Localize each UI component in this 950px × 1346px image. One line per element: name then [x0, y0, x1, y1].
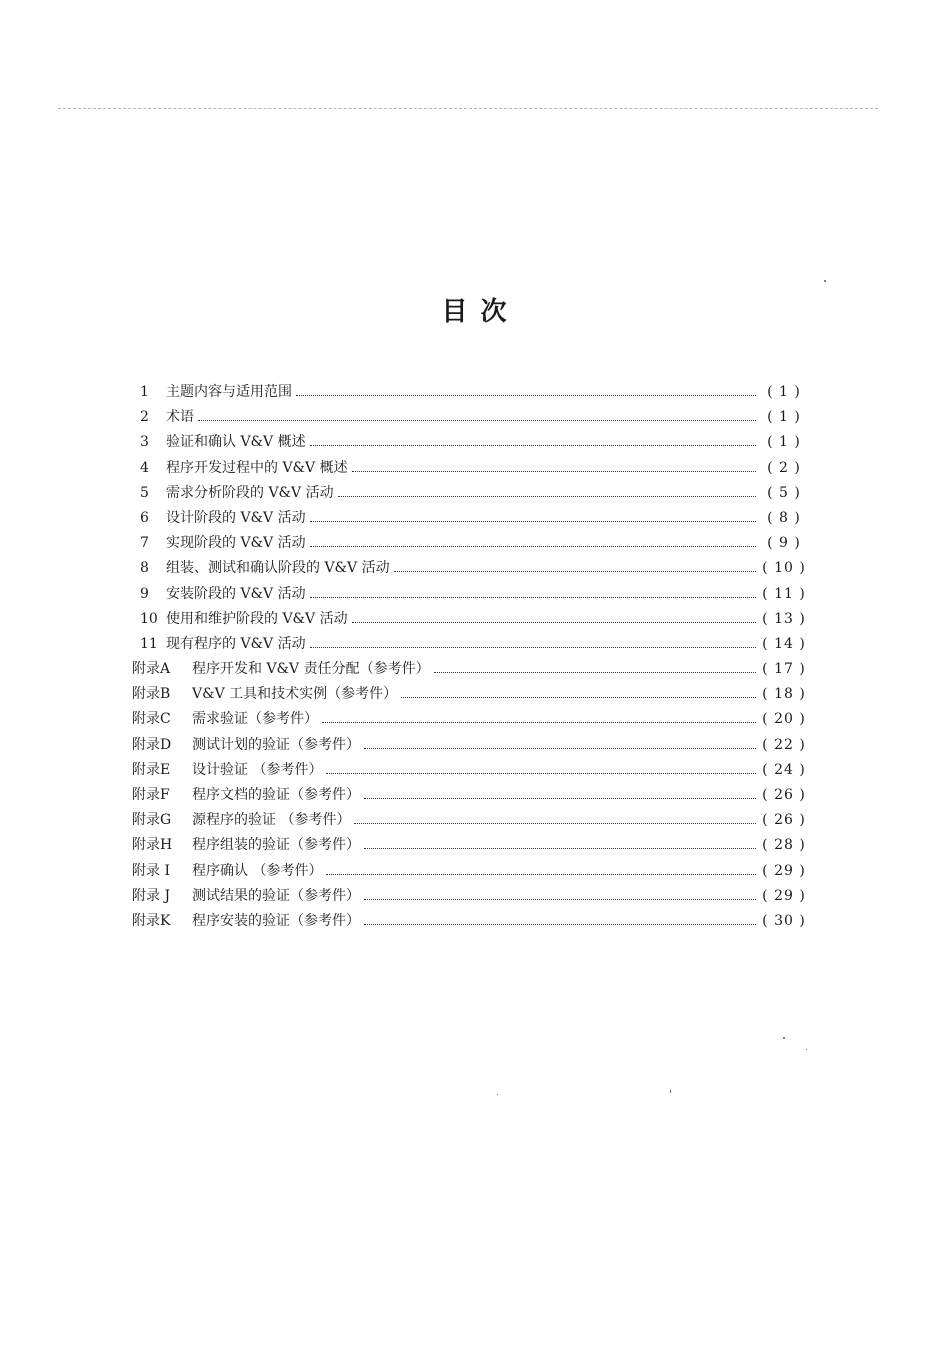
toc-dot-leader [352, 622, 756, 623]
toc-entry-page: ( 8 ) [767, 509, 801, 526]
toc-entry-number: 附录B [132, 686, 171, 703]
toc-entry-page: ( 26 ) [762, 812, 806, 829]
toc-entry-title: 主题内容与适用范围 [166, 384, 292, 400]
toc-entry [132, 405, 808, 430]
toc-entry-number: 附录 J [132, 887, 171, 904]
toc-entry [132, 556, 808, 581]
toc-entry-number: 附录A [132, 661, 171, 678]
table-of-contents [132, 380, 808, 934]
toc-entry-page: ( 11 ) [762, 585, 806, 602]
toc-entry-number: 附录F [132, 787, 170, 803]
scan-speck [806, 1049, 807, 1050]
toc-dot-leader [296, 395, 756, 396]
toc-entry-number: 2 [140, 409, 149, 426]
toc-entry-page: ( 9 ) [767, 535, 801, 552]
toc-entry [132, 481, 808, 506]
toc-entry-title: 程序开发和 V&V 责任分配（参考件） [192, 661, 430, 678]
toc-entry-number: 4 [140, 459, 149, 476]
toc-entry-title: 使用和维护阶段的 V&V 活动 [166, 610, 348, 627]
toc-entry [132, 456, 808, 481]
toc-entry-title: 程序确认 （参考件） [192, 862, 323, 879]
toc-entry [132, 909, 808, 934]
toc-entry-title: 验证和确认 V&V 概述 [166, 434, 306, 451]
toc-entry-title: 设计验证 （参考件） [192, 761, 323, 778]
toc-entry [132, 733, 808, 758]
toc-entry-title: 测试结果的验证（参考件） [192, 887, 360, 904]
toc-dot-leader [434, 672, 756, 673]
toc-entry-title: 实现阶段的 V&V 活动 [166, 535, 306, 552]
toc-entry-title: 源程序的验证 （参考件） [192, 812, 351, 829]
toc-entry-page: ( 22 ) [762, 736, 806, 753]
toc-dot-leader [326, 874, 756, 875]
toc-entry-number: 3 [140, 434, 149, 451]
toc-entry-title: 程序文档的验证（参考件） [192, 787, 360, 803]
toc-dot-leader [394, 571, 756, 572]
toc-dot-leader [364, 899, 756, 900]
scan-speck [670, 1090, 671, 1093]
toc-dot-leader [401, 697, 756, 698]
toc-entry-page: ( 26 ) [762, 787, 806, 803]
page-title: 目 次 [441, 297, 509, 328]
toc-entry-title: 安装阶段的 V&V 活动 [166, 585, 306, 602]
toc-entry-page: ( 28 ) [762, 837, 806, 854]
scan-speck [783, 1037, 785, 1039]
toc-entry-number: 11 [140, 635, 158, 652]
toc-dot-leader [326, 773, 756, 774]
toc-dot-leader [352, 471, 756, 472]
toc-entry-page: ( 30 ) [762, 912, 806, 929]
toc-entry-page: ( 10 ) [762, 560, 806, 577]
toc-entry-page: ( 1 ) [767, 409, 801, 426]
toc-entry-number: 6 [140, 509, 149, 526]
toc-entry-number: 9 [140, 585, 149, 602]
toc-entry-number: 附录G [132, 812, 172, 829]
scan-speck [824, 280, 826, 282]
toc-entry-title: 程序开发过程中的 V&V 概述 [166, 459, 348, 476]
toc-entry-page: ( 5 ) [767, 484, 801, 501]
toc-entry-number: 1 [140, 384, 149, 400]
scan-edge-rule [58, 108, 878, 109]
toc-dot-leader [364, 848, 756, 849]
toc-dot-leader [322, 722, 756, 723]
toc-entry-title: 术语 [166, 409, 194, 426]
toc-entry [132, 758, 808, 783]
toc-entry-page: ( 13 ) [762, 610, 806, 627]
toc-entry-title: 需求分析阶段的 V&V 活动 [166, 484, 334, 501]
toc-entry-number: 附录C [132, 711, 171, 728]
toc-entry-number: 附录K [132, 912, 171, 929]
toc-entry-title: 现有程序的 V&V 活动 [166, 635, 306, 652]
toc-dot-leader [310, 647, 756, 648]
toc-dot-leader [364, 924, 756, 925]
toc-dot-leader [310, 546, 756, 547]
toc-entry-title: 组装、测试和确认阶段的 V&V 活动 [166, 560, 390, 577]
toc-entry-number: 附录D [132, 736, 172, 753]
toc-entry [132, 657, 808, 682]
toc-entry [132, 506, 808, 531]
toc-entry [132, 531, 808, 556]
toc-entry [132, 783, 808, 808]
toc-dot-leader [310, 521, 756, 522]
toc-dot-leader [364, 798, 756, 799]
toc-entry [132, 833, 808, 858]
toc-dot-leader [364, 748, 756, 749]
toc-entry [132, 582, 808, 607]
toc-entry [132, 859, 808, 884]
toc-entry-page: ( 14 ) [762, 635, 806, 652]
toc-entry-page: ( 24 ) [762, 761, 806, 778]
toc-entry-title: 测试计划的验证（参考件） [192, 736, 360, 753]
toc-entry-page: ( 18 ) [762, 686, 806, 703]
toc-dot-leader [310, 597, 756, 598]
toc-entry-page: ( 1 ) [767, 434, 801, 451]
toc-entry-page: ( 1 ) [767, 384, 801, 400]
toc-entry-title: V&V 工具和技术实例（参考件） [192, 686, 398, 703]
toc-entry-page: ( 29 ) [762, 862, 806, 879]
toc-dot-leader [354, 823, 756, 824]
toc-entry-number: 8 [140, 560, 149, 577]
toc-entry-page: ( 29 ) [762, 887, 806, 904]
toc-entry [132, 707, 808, 732]
scan-speck [497, 1094, 498, 1095]
toc-entry-page: ( 17 ) [762, 661, 806, 678]
toc-entry-number: 5 [140, 484, 149, 501]
toc-entry [132, 607, 808, 632]
toc-entry [132, 808, 808, 833]
toc-entry-number: 附录 I [132, 862, 170, 879]
toc-entry-number: 附录H [132, 837, 173, 854]
toc-entry [132, 380, 808, 405]
toc-entry-title: 程序安装的验证（参考件） [192, 912, 360, 929]
toc-dot-leader [310, 445, 756, 446]
toc-entry-number: 附录E [132, 761, 171, 778]
toc-entry-page: ( 20 ) [762, 711, 806, 728]
toc-entry-number: 10 [140, 610, 158, 627]
toc-entry [132, 632, 808, 657]
toc-dot-leader [338, 496, 756, 497]
toc-dot-leader [198, 420, 756, 421]
toc-entry-page: ( 2 ) [767, 459, 801, 476]
toc-entry [132, 682, 808, 707]
toc-entry-title: 程序组装的验证（参考件） [192, 837, 360, 854]
toc-entry [132, 884, 808, 909]
toc-entry [132, 430, 808, 455]
toc-entry-title: 设计阶段的 V&V 活动 [166, 509, 306, 526]
toc-entry-number: 7 [140, 535, 149, 552]
toc-entry-title: 需求验证（参考件） [192, 711, 318, 728]
